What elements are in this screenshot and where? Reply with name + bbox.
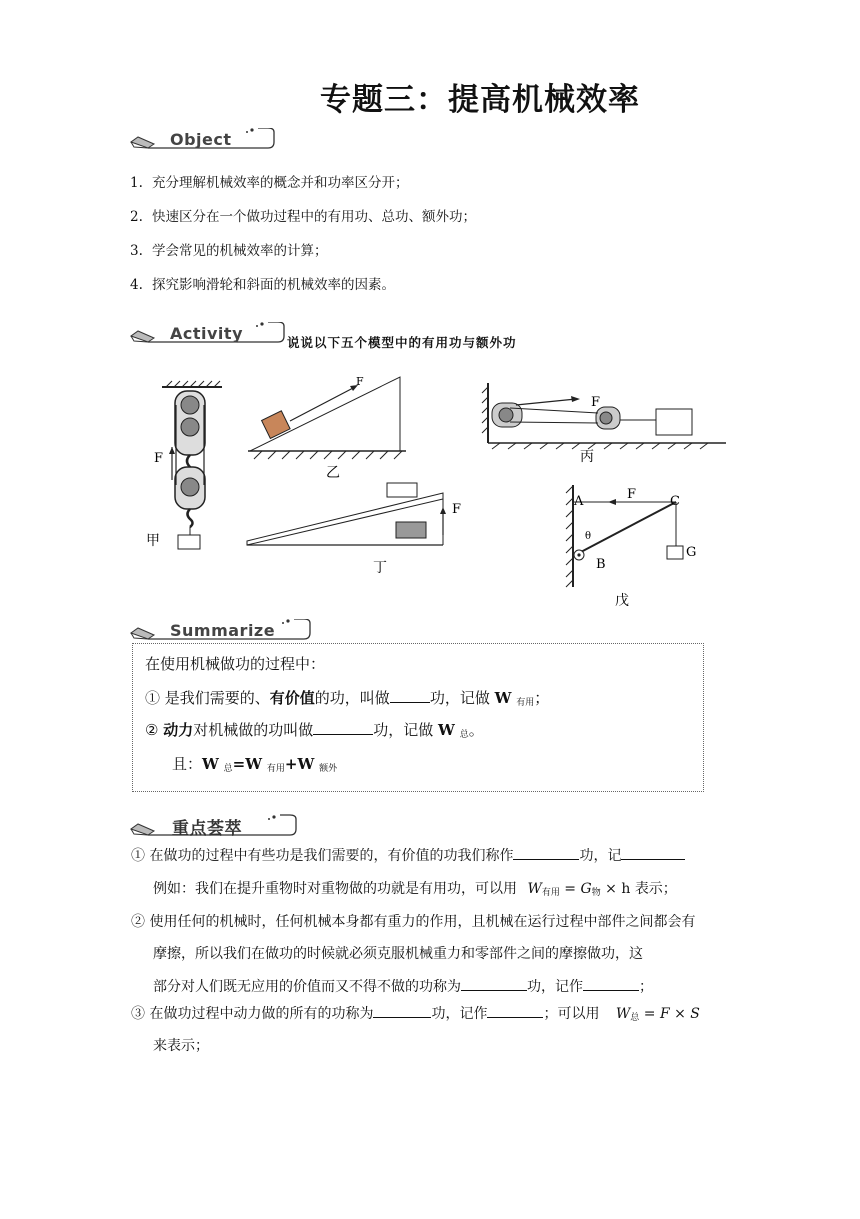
activity-caption: 说说以下五个模型中的有用功与额外功 [287,335,517,350]
force-label: F [154,451,164,466]
formula-useful-work: $W_{有用} = G_物 \times h$ [527,881,631,898]
force-label: F [452,502,462,517]
fill-blank[interactable] [487,1003,543,1018]
force-label: F [627,487,637,502]
fill-blank[interactable] [313,720,373,735]
summary-formula: 且：W $_总$=W $_{有用}$+W $_{额外}$ [172,755,338,774]
fill-blank[interactable] [513,845,579,860]
mechanics-figures [130,365,730,615]
objective-item: 4. 探究影响滑轮和斜面的机械效率的因素。 [130,277,395,293]
point-label-a: A [574,494,584,509]
fill-blank[interactable] [390,688,430,703]
section-tag-activity [128,322,288,348]
summary-line-total: ② 动力对机械做的功叫做 功，记做 W $_总$。 [145,721,484,740]
section-label: Object [170,130,232,149]
figure-label-jia: 甲 [146,533,160,549]
section-label: Activity [170,324,243,343]
objective-item: 2. 快速区分在一个做功过程中的有用功、总功、额外功； [130,209,476,225]
key-point-2-end: 部分对人们既无应用的价值而又不得不做的功称为 功，记作 ； [153,976,653,996]
figure-ding-plank [247,483,446,545]
figure-yi-incline [248,377,406,459]
key-point-2-cont: 摩擦，所以我们在做功的时候就必须克服机械重力和零部件之间的摩擦做功，这 [153,946,643,962]
section-tag-object [128,128,278,154]
theta-label: θ [585,531,592,542]
key-point-3: ③ 在做功过程中动力做的所有的功称为 功，记作 ；可以用 $W_总 = F \times S$ [131,1003,700,1023]
section-tag-summarize [128,619,318,645]
summary-intro: 在使用机械做功的过程中： [145,655,326,673]
weight-label-g: G [686,545,697,560]
fill-blank[interactable] [583,976,639,991]
page-title: 专题三：提高机械效率 [320,82,640,118]
objective-item: 1. 充分理解机械效率的概念并和功率区分开； [130,175,409,191]
point-label-b: B [596,557,606,572]
fill-blank[interactable] [461,976,527,991]
point-label-c: C [670,494,680,509]
fill-blank[interactable] [621,845,685,860]
objective-item: 3. 学会常见的机械效率的计算； [130,243,328,259]
figure-jia-pulley-block [162,381,222,549]
figure-label-yi: 乙 [326,465,340,481]
figure-label-ding: 丁 [373,560,387,576]
figure-wu-wall-bracket [566,485,683,587]
key-point-1-example: 例如：我们在提升重物时对重物做的功就是有用功，可以用 $W_{有用} = G_物 \times h$ 表示； [153,881,677,898]
key-point-1: ① 在做功的过程中有些功是我们需要的，有价值的功我们称作 功，记 [131,845,685,865]
figure-bing-horizontal-pulley [482,383,726,449]
force-label: F [356,375,364,388]
section-tag-key-points [128,813,303,839]
key-point-3-end: 来表示； [153,1038,209,1054]
section-label: Summarize [170,621,276,640]
formula-total-work: $W_总 = F \times S$ [615,1006,700,1023]
fill-blank[interactable] [373,1003,431,1018]
force-label: F [591,395,601,410]
section-label: 重点荟萃 [172,819,242,839]
summary-line-useful: ① 是我们需要的、有价值的功，叫做 功，记做 W $_{有用}$； [145,689,550,708]
figure-label-bing: 丙 [580,449,594,465]
key-point-2: ② 使用任何的机械时，任何机械本身都有重力的作用，且机械在运行过程中部件之间都会有 [131,914,696,930]
figure-label-wu: 戊 [615,593,629,609]
